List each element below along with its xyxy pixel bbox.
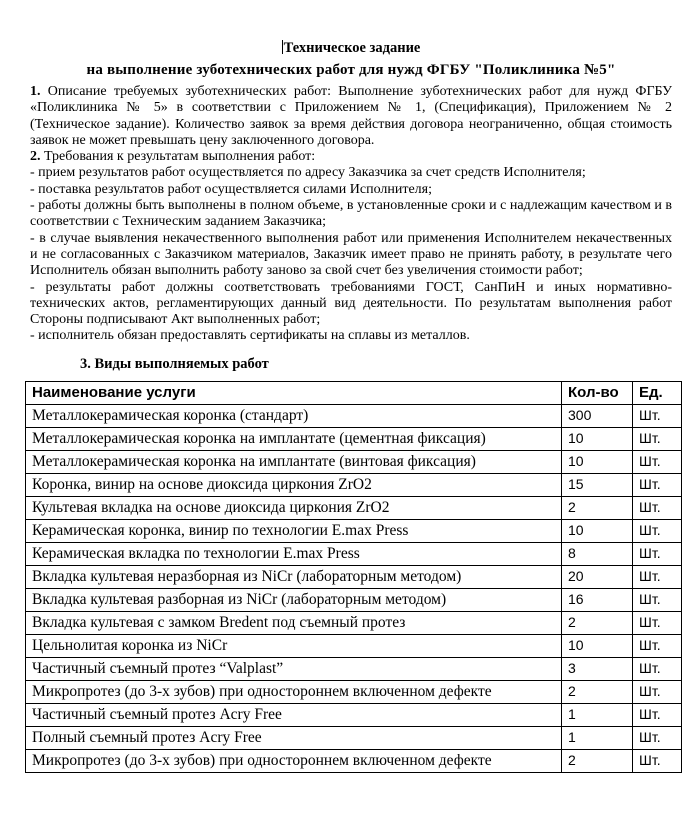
table-row [26, 634, 682, 657]
table-row [26, 404, 682, 427]
section-3-heading: 3. Виды выполняемых работ [80, 355, 269, 372]
requirement-item: - прием результатов работ осуществляется по адресу Заказчика за счет средств Исполнителя; [30, 165, 586, 181]
quantity-cell: 8 [562, 542, 633, 565]
quantity-cell: 10 [562, 450, 633, 473]
quantity-cell: 10 [562, 634, 633, 657]
quantity-cell: 15 [562, 473, 633, 496]
page-title [30, 40, 672, 57]
requirement-item: - поставка результатов работ осуществляется силами Исполнителя; [30, 181, 433, 197]
unit-cell: Шт. [633, 473, 682, 496]
quantity-cell: 10 [562, 519, 633, 542]
column-header-unit: Ед. [633, 381, 682, 404]
service-name-cell: Микропротез (до 3-х зубов) при одностороннем включенном дефекте [26, 749, 562, 772]
unit-cell: Шт. [633, 749, 682, 772]
service-name-cell: Керамическая вкладка по технологии E.max Press [26, 542, 562, 565]
unit-cell: Шт. [633, 450, 682, 473]
quantity-cell: 3 [562, 657, 633, 680]
service-name-cell: Металлокерамическая коронка на имплантате (цементная фиксация) [26, 427, 562, 450]
unit-cell: Шт. [633, 496, 682, 519]
quantity-cell: 2 [562, 680, 633, 703]
service-name-cell: Металлокерамическая коронка на имплантате (винтовая фиксация) [26, 450, 562, 473]
table-row [26, 542, 682, 565]
quantity-cell: 2 [562, 749, 633, 772]
quantity-cell: 1 [562, 726, 633, 749]
page-title-text: Техническое задание [283, 40, 421, 56]
service-name-cell: Вкладка культевая разборная из NiCr (лабораторным методом) [26, 588, 562, 611]
unit-cell: Шт. [633, 703, 682, 726]
quantity-cell: 2 [562, 611, 633, 634]
table-row [26, 496, 682, 519]
service-name-cell: Коронка, винир на основе диоксида циркония ZrO2 [26, 473, 562, 496]
unit-cell: Шт. [633, 427, 682, 450]
requirement-item: - результаты работ должны соответствовать требованиями ГОСТ, СанПиН и иных нормативно-технических актов, регламентирующих данный вид деятельности. По результатам выполнения работ Стороны подписывают Акт выполненных работ; [30, 279, 672, 328]
requirement-item: - исполнитель обязан предоставлять сертификаты на сплавы из металлов. [30, 328, 470, 344]
service-name-cell: Керамическая коронка, винир по технологии E.max Press [26, 519, 562, 542]
service-name-cell: Полный съемный протез Acry Free [26, 726, 562, 749]
requirement-item: - работы должны быть выполнены в полном объеме, в установленные сроки и с надлежащим качеством и в соответствии с Техническим заданием Заказчика; [30, 198, 672, 230]
unit-cell: Шт. [633, 519, 682, 542]
table-row [26, 519, 682, 542]
unit-cell: Шт. [633, 680, 682, 703]
column-header-service-name: Наименование услуги [26, 381, 562, 404]
service-name-cell: Частичный съемный протез Acry Free [26, 703, 562, 726]
services-table [25, 381, 682, 773]
table-row [26, 565, 682, 588]
table-header-row [26, 381, 682, 404]
unit-cell: Шт. [633, 565, 682, 588]
table-row [26, 427, 682, 450]
service-name-cell: Культевая вкладка на основе диоксида циркония ZrO2 [26, 496, 562, 519]
requirement-item: - в случае выявления некачественного выполнения работ или применения Исполнителем некачественных и не согласованных с Заказчиком материалов, Заказчик имеет право не принять работу, в результате чего Исполнитель обязан выполнить работу заново за свой счет без увеличения стоимости работ; [30, 230, 672, 279]
unit-cell: Шт. [633, 542, 682, 565]
unit-cell: Шт. [633, 657, 682, 680]
service-name-cell: Вкладка культевая с замком Bredent под съемный протез [26, 611, 562, 634]
quantity-cell: 16 [562, 588, 633, 611]
quantity-cell: 2 [562, 496, 633, 519]
service-name-cell: Микропротез (до 3-х зубов) при одностороннем включенном дефекте [26, 680, 562, 703]
paragraph-2-number: 2. [30, 149, 41, 165]
column-header-quantity: Кол-во [562, 381, 633, 404]
service-name-cell: Металлокерамическая коронка (стандарт) [26, 404, 562, 427]
quantity-cell: 10 [562, 427, 633, 450]
service-name-cell: Цельнолитая коронка из NiCr [26, 634, 562, 657]
unit-cell: Шт. [633, 634, 682, 657]
unit-cell: Шт. [633, 404, 682, 427]
paragraph-2-text: Требования к результатам выполнения работ: [44, 149, 316, 165]
table-row [26, 703, 682, 726]
unit-cell: Шт. [633, 588, 682, 611]
paragraph-1 [30, 84, 672, 149]
quantity-cell: 1 [562, 703, 633, 726]
table-row [26, 473, 682, 496]
table-row [26, 588, 682, 611]
table-row [26, 450, 682, 473]
service-name-cell: Частичный съемный протез “Valplast” [26, 657, 562, 680]
paragraph-1-text: Описание требуемых зуботехнических работ: Выполнение зуботехнических работ для нужд ФГБУ «Поликлиника № 5» в соответствии с Приложением № 1, (Спецификация), Приложением № 2 (Техническое задание). Количество заявок за время действия договора неограниченно, общая стоимость заявок не может превышать цену заключенного договора. [30, 84, 673, 148]
table-row [26, 657, 682, 680]
table-row [26, 680, 682, 703]
service-name-cell: Вкладка культевая неразборная из NiCr (лабораторным методом) [26, 565, 562, 588]
paragraph-2 [30, 149, 672, 165]
table-row [26, 726, 682, 749]
quantity-cell: 20 [562, 565, 633, 588]
unit-cell: Шт. [633, 611, 682, 634]
document-subtitle: на выполнение зуботехнических работ для нужд ФГБУ "Поликлиника №5" [86, 62, 616, 78]
table-row [26, 611, 682, 634]
text-cursor [282, 40, 283, 54]
table-row [26, 749, 682, 772]
paragraph-1-number: 1. [30, 84, 41, 99]
quantity-cell: 300 [562, 404, 633, 427]
unit-cell: Шт. [633, 726, 682, 749]
